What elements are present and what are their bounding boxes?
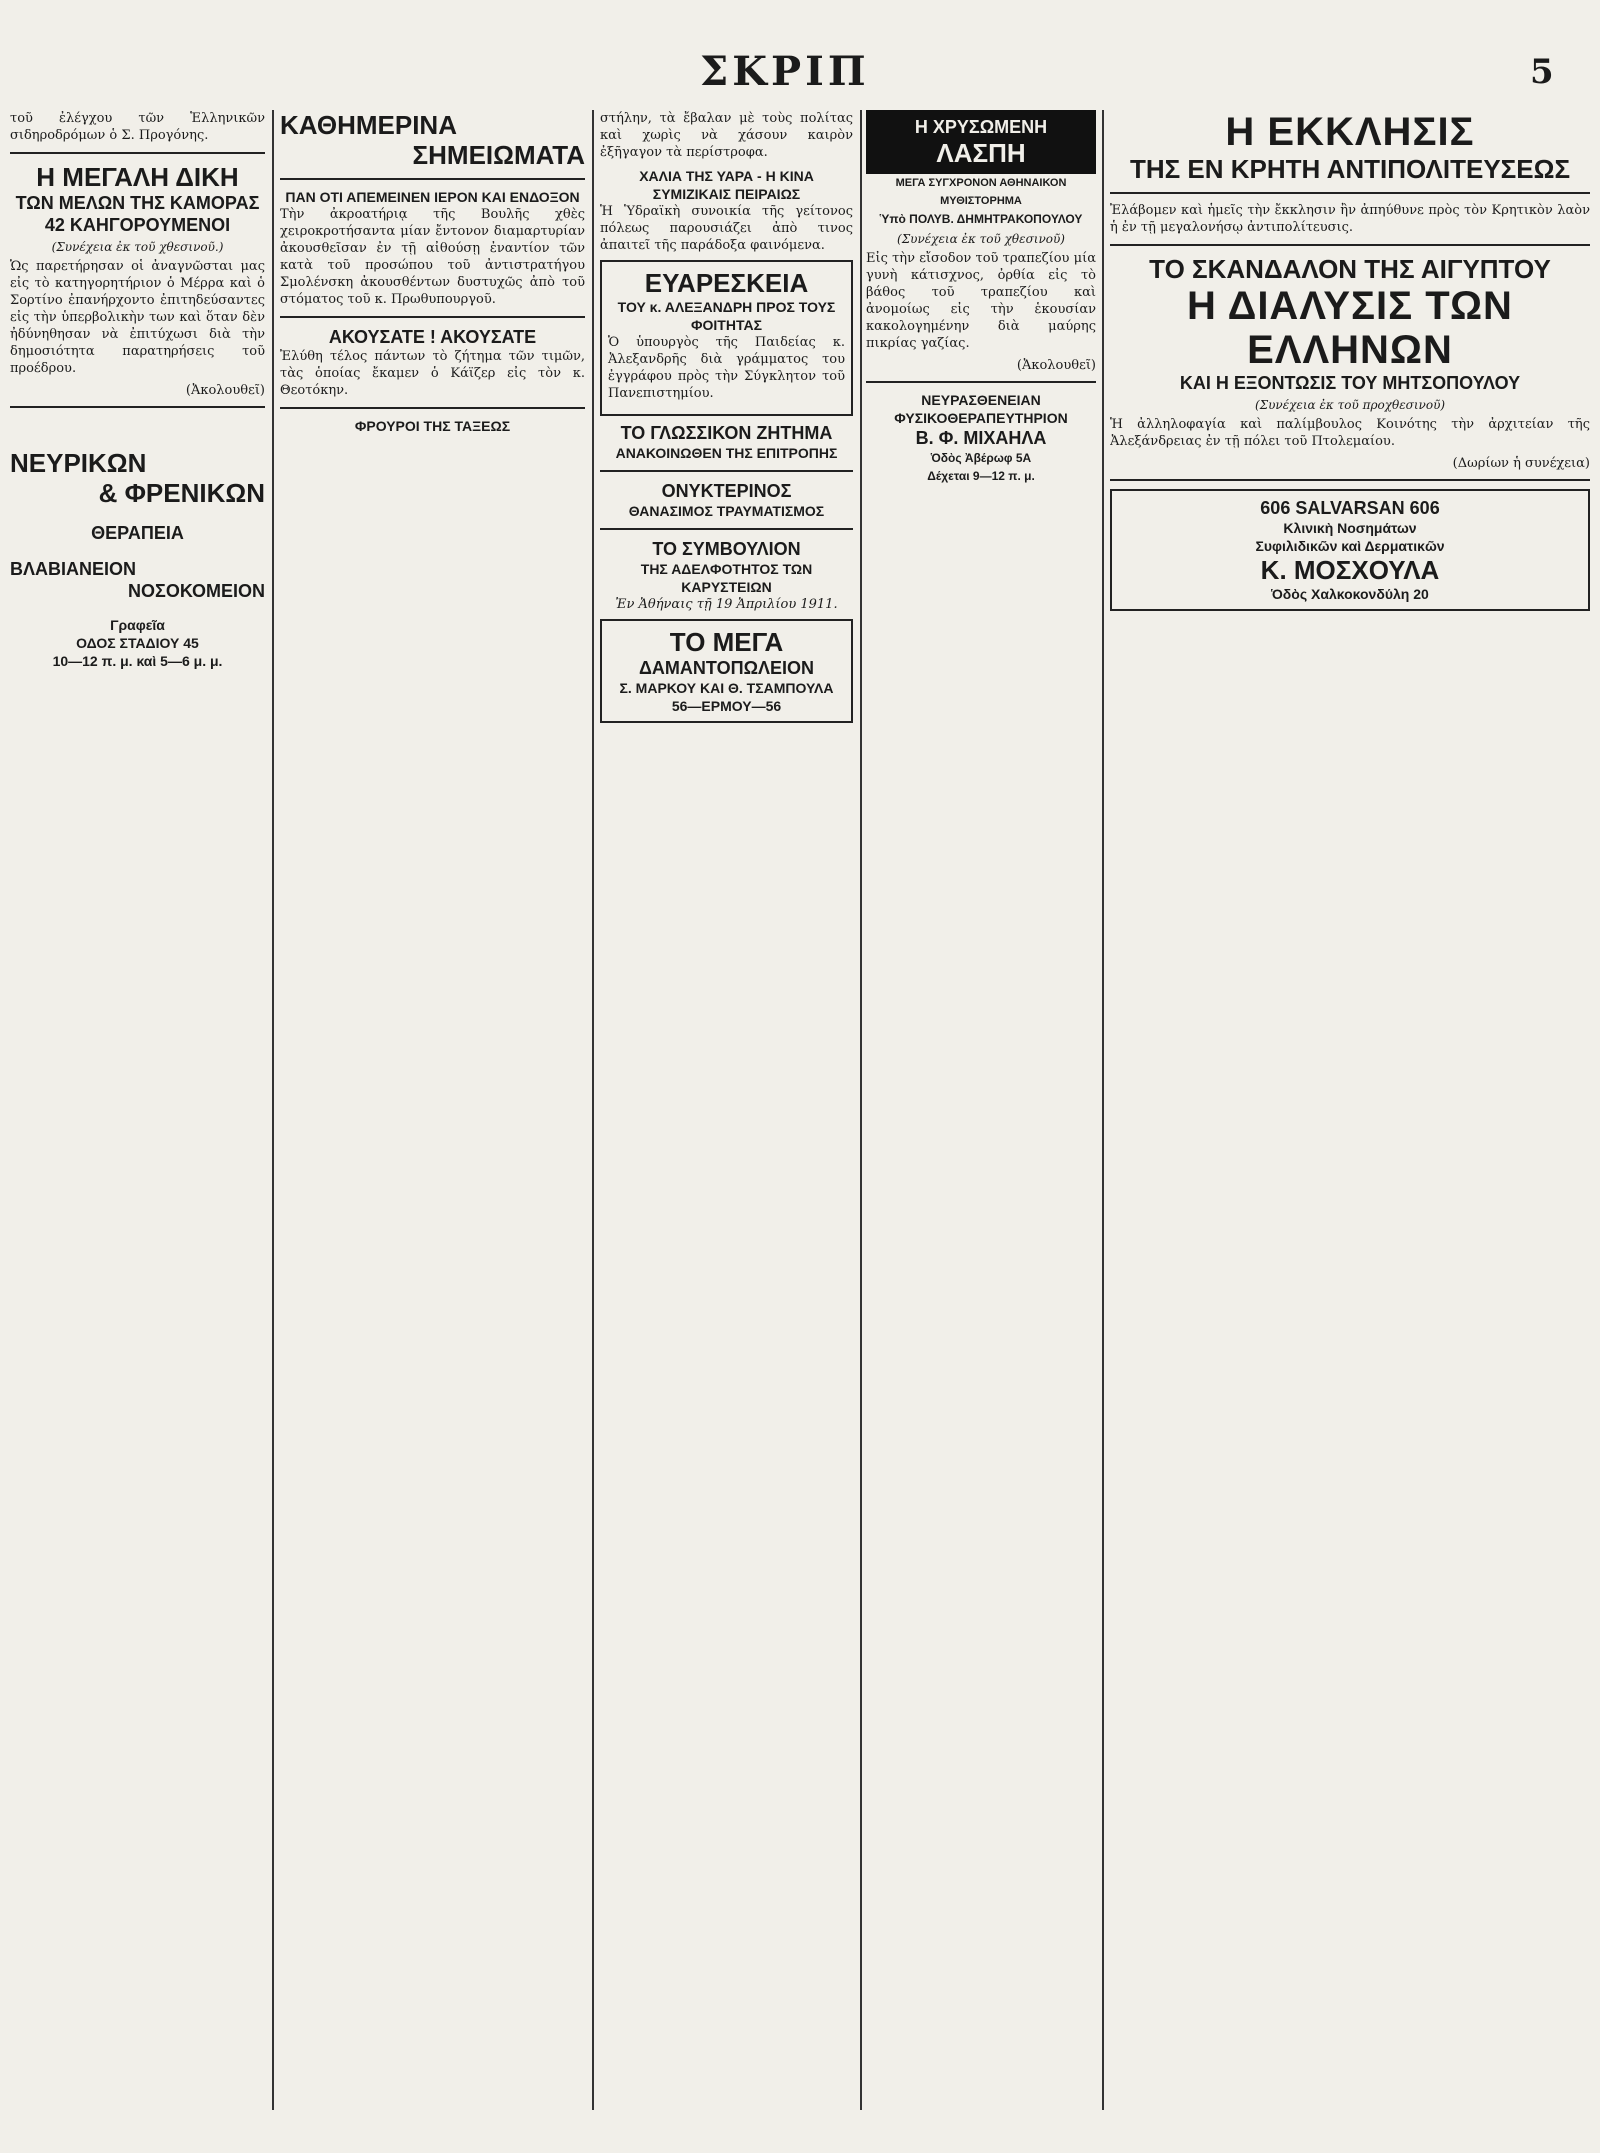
notice-box (600, 260, 853, 416)
article-subhead: ΤΗΣ ΑΔΕΛΦΟΤΗΤΟΣ ΤΩΝ ΚΑΡΥΣΤΕΙΩΝ (640, 561, 813, 595)
article-headline: ΤΟ ΣΥΜΒΟΥΛΙΟΝ (652, 539, 801, 559)
article-text: Τὴν ἀκροατήριᾳ τῆς Βουλῆς χθὲς χειροκροτήσαντα μίαν ἔντονον διαμαρτυρίαν ἀκουσθεῖσαν ἐν τῇ αἰθούσῃ ἐναντίον τῶν κατὰ τοῦ προσώπου τοῦ ἀντιστρατήγου Σμολένσκη ἀκουσθέντων δυστυχῶς ἀπὸ τοῦ στόματος τοῦ κ. Πρωθυπουργοῦ. (280, 207, 585, 307)
ad-address: Ὁδὸς Ἀβέρωφ 5Α (930, 451, 1032, 465)
ad-line: ΒΛΑΒΙΑΝΕΙΟΝ (10, 559, 137, 579)
serial-title: ΛΑΣΠΗ (936, 138, 1026, 168)
continuation-note: (Συνέχεια ἐκ τοῦ χθεσινοῦ) (897, 232, 1065, 246)
ad-line: Γραφεῖα (110, 617, 165, 633)
article-subhead: ΧΑΛΙΑ ΤΗΣ ΥΑΡΑ - Η ΚΙΝΑ ΣΥΜΙΖΙΚΑΙΣ ΠΕΙΡΑΙΩΣ (639, 168, 814, 202)
article-sign: (Ἀκολουθεῖ) (1016, 358, 1096, 373)
ad-address: 56—ΕΡΜΟΥ—56 (671, 698, 782, 714)
masthead (0, 0, 1600, 120)
divider (280, 316, 585, 318)
ad-address: ΟΔΟΣ ΣΤΑΔΙΟΥ 45 (76, 635, 199, 651)
column-1 (10, 110, 265, 2130)
article-headline: Η ΕΚΚΛΗΣΙΣ (1225, 110, 1475, 154)
ad-line: Συφιλιδικῶν καὶ Δερματικῶν (1255, 538, 1445, 554)
divider (1110, 244, 1590, 246)
ad-line: Κλινικὴ Νοσημάτων (1283, 520, 1417, 536)
divider (10, 406, 265, 408)
divider (866, 381, 1096, 383)
article-author: Ὑπὸ ΠΟΛΥΒ. ΔΗΜΗΤΡΑΚΟΠΟΥΛΟΥ (879, 212, 1083, 226)
newspaper-title: ΣΚΡΙΠ (700, 48, 870, 95)
page-number: 5 (1530, 52, 1554, 92)
ad-line: 606 SALVARSAN 606 (1260, 498, 1440, 518)
jeweler-ad (600, 619, 853, 723)
ad-address: Ὁδὸς Χαλκοκονδύλη 20 (1271, 586, 1429, 602)
ad-line: & ΦΡΕΝΙΚΩΝ (98, 478, 265, 508)
article-subhead: ΦΡΟΥΡΟΙ ΤΗΣ ΤΑΞΕΩΣ (354, 418, 511, 434)
ad-line: Σ. ΜΑΡΚΟΥ ΚΑΙ Θ. ΤΣΑΜΠΟΥΛΑ (619, 680, 834, 696)
ad-line: ΝΟΣΟΚΟΜΕΙΟΝ (128, 581, 265, 601)
ad-hours: Δέχεται 9—12 π. μ. (927, 469, 1035, 483)
article-sign: (Ἀκολουθεῖ) (185, 383, 265, 398)
article-subhead: ΚΑΙ Η ΕΞΟΝΤΩΣΙΣ ΤΟΥ ΜΗΤΣΟΠΟΥΛΟΥ (1179, 373, 1521, 393)
article-text: Ἐλάβομεν καὶ ἡμεῖς τὴν ἔκκλησιν ἢν ἀπηύθυνε πρὸς τὸν Κρητικὸν λαὸν ἡ ἐν τῇ μεγαλονήσῳ ἀντιπολίτευσις. (1110, 203, 1590, 235)
article-headline: ΕΥΑΡΕΣΚΕΙΑ (644, 268, 809, 298)
divider (10, 152, 265, 154)
article-subhead: ΑΚΟΥΣΑΤΕ ! ΑΚΟΥΣΑΤΕ (328, 327, 537, 347)
ad-hours: 10—12 π. μ. καὶ 5—6 μ. μ. (52, 653, 223, 669)
continuation-note: (Συνέχεια ἐκ τοῦ προχθεσινοῦ) (1254, 398, 1446, 412)
article-headline: ΣΗΜΕΙΩΜΑΤΑ (412, 140, 585, 170)
divider (600, 470, 853, 472)
ad-line: ΘΕΡΑΠΕΙΑ (91, 523, 184, 543)
divider (600, 528, 853, 530)
article-text: Ἡ Ὑδραϊκὴ συνοικία τῆς γείτονος πόλεως παρουσιάζει ἀπὸ τινος ἀπαιτεῖ τῆς παράδοξα φαινόμενα. (600, 204, 853, 253)
column-rule (860, 110, 862, 2110)
article-text: Ὁ ὑπουργὸς τῆς Παιδείας κ. Ἀλεξανδρῆς διὰ γράμματος του ἐγγράφου πρὸς τὴν Σύγκλητον τοῦ Πανεπιστημίου. (608, 335, 845, 401)
column-5 (1110, 110, 1590, 2130)
column-2 (280, 110, 585, 2130)
column-rule (272, 110, 274, 2110)
article-text: τοῦ ἐλέγχου τῶν Ἑλληνικῶν σιδηροδρόμων ὁ Σ. Προγόνης. (10, 111, 265, 143)
article-subhead: 42 ΚΑΗΓΟΡΟΥΜΕΝΟΙ (44, 215, 231, 235)
ad-line: ΤΟ ΜΕΓΑ (669, 627, 784, 657)
salvarsan-ad (1110, 489, 1590, 611)
article-subhead: ΜΕΓΑ ΣΥΓΧΡΟΝΟΝ ΑΘΗΝΑΙΚΟΝ ΜΥΘΙΣΤΟΡΗΜΑ (895, 177, 1067, 207)
article-headline: ΟΝΥΚΤΕΡΙΝΟΣ (661, 481, 792, 501)
article-headline: ΤΟ ΓΛΩΣΣΙΚΟΝ ΖΗΤΗΜΑ (620, 423, 833, 443)
continuation-note: (Συνέχεια ἐκ τοῦ χθεσινοῦ.) (51, 240, 224, 254)
article-text: Ὡς παρετήρησαν οἱ ἀναγνῶσται μας εἰς τὸ κατηγορητήριον ὁ Μέρρα καὶ ὁ Σορτίνο ἐπανήρχοντο ἐπιτηδεύσαντες εἰς τὴν ὑπερβολικὴν των καὶ ὅταν δὲν ἠδύνηθησαν νὰ ἐπιτύχωσι διὰ τὴν δημοσιότητα παρατηρήσεις τοῦ προέδρου. (10, 259, 265, 376)
article-subhead: Η ΔΙΑΛΥΣΙΣ ΤΩΝ ΕΛΛΗΝΩΝ (1187, 284, 1513, 372)
ad-line: Β. Φ. ΜΙΧΑΗΛΑ (915, 428, 1047, 448)
article-subhead: ΠΑΝ ΟΤΙ ΑΠΕΜΕΙΝΕΝ ΙΕΡΟΝ ΚΑΙ ΕΝΔΟΞΟΝ (285, 189, 580, 205)
ad-line: ΝΕΥΡΙΚΩΝ (10, 448, 147, 478)
article-text: Εἰς τὴν εἴσοδον τοῦ τραπεζίου μία γυνὴ κάτισχνος, ὀρθία εἰς τὸ βάθος τοῦ τραπεζίου καὶ ἀνομοίως εἰς τὴν ἑκουσίαν κακολογημένην διὰ μαύρης πικρίας γαζίας. (866, 251, 1096, 351)
article-headline: ΚΑΘΗΜΕΡΙΝΑ (280, 110, 457, 140)
physiotherapy-ad (866, 391, 1096, 485)
article-subhead: ΤΗΣ ΕΝ ΚΡΗΤΗ ΑΝΤΙΠΟΛΙΤΕΥΣΕΩΣ (1129, 154, 1571, 184)
column-3 (600, 110, 853, 2130)
article-subhead: ΤΟΥ κ. ΑΛΕΞΑΝΔΡΗ ΠΡΟΣ ΤΟΥΣ ΦΟΙΤΗΤΑΣ (617, 299, 836, 333)
ad-line: Κ. ΜΟΣΧΟΥΛΑ (1260, 555, 1440, 585)
article-subhead: ΤΩΝ ΜΕΛΩΝ ΤΗΣ ΚΑΜΟΡΑΣ (15, 193, 260, 213)
column-rule (592, 110, 594, 2110)
divider (1110, 479, 1590, 481)
article-text: Ἐλύθη τέλος πάντων τὸ ζήτημα τῶν τιμῶν, τὰς ὁποίας ἔκαμεν ὁ Κάϊζερ εἰς τὸν κ. Θεοτόκην. (280, 349, 585, 398)
column-4 (866, 110, 1096, 2130)
article-subhead: ΘΑΝΑΣΙΜΟΣ ΤΡΑΥΜΑΤΙΣΜΟΣ (628, 503, 825, 519)
serial-title: Η ΧΡΥΣΩΜΕΝΗ (914, 117, 1048, 137)
divider (1110, 192, 1590, 194)
article-sign: (Δωρίων ἡ συνέχεια) (1452, 456, 1590, 471)
ad-line: ΦΥΣΙΚΟΘΕΡΑΠΕΥΤΗΡΙΟΝ (894, 410, 1068, 426)
article-subhead: ΑΝΑΚΟΙΝΩΘΕΝ ΤΗΣ ΕΠΙΤΡΟΠΗΣ (615, 445, 838, 461)
article-headline: Η ΜΕΓΑΛΗ ΔΙΚΗ (36, 162, 239, 192)
ad-line: ΔΑΜΑΝΤΟΠΩΛΕΙΟΝ (638, 658, 815, 678)
article-text: Ἡ ἀλληλοφαγία καὶ παλίμβουλος Κοινότης τὴν ἀρχιτείαν τῆς Ἀλεξάνδρειας ἐν τῇ πόλει τοῦ Πτολεμαίου. (1110, 417, 1590, 449)
divider (280, 178, 585, 180)
clinic-ad (10, 448, 265, 670)
article-date: Ἐν Ἀθήναις τῇ 19 Ἀπριλίου 1911. (615, 597, 838, 612)
divider (280, 407, 585, 409)
serial-header (866, 110, 1096, 174)
article-headline: ΤΟ ΣΚΑΝΔΑΛΟΝ ΤΗΣ ΑΙΓΥΠΤΟΥ (1149, 254, 1551, 284)
ad-line: ΝΕΥΡΑΣΘΕΝΕΙΑΝ (921, 392, 1041, 408)
article-text: στήλην, τὰ ἔβαλαν μὲ τοὺς πολίτας καὶ χωρὶς νὰ χάσουν καιρὸν ἐξῆγαγον τὰ περίστροφα. (600, 111, 853, 160)
column-rule (1102, 110, 1104, 2110)
